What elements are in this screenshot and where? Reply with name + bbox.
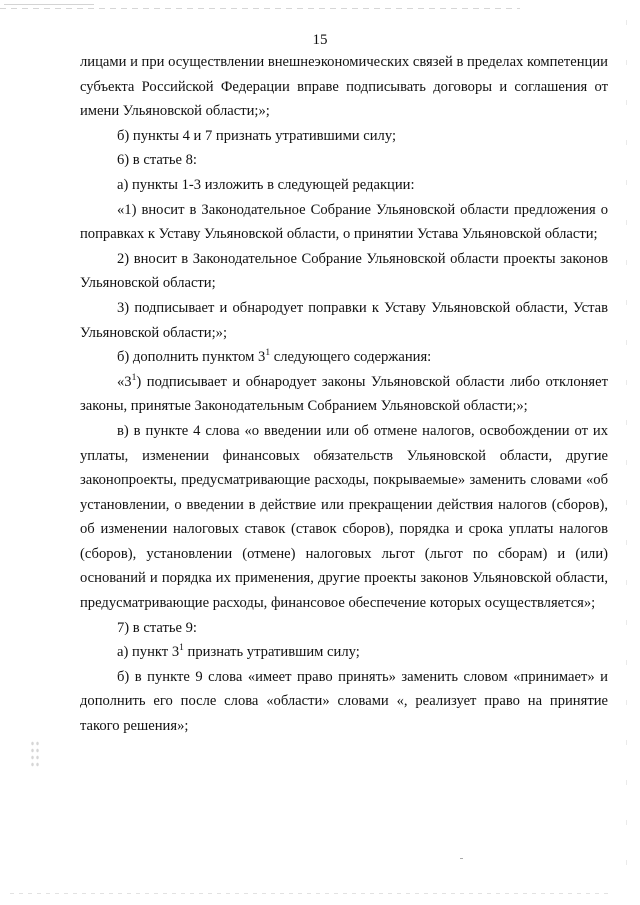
paragraph: 7) в статье 9:: [117, 619, 197, 636]
superscript: 1: [131, 372, 137, 383]
scan-artifact: [30, 740, 40, 768]
paragraph: лицами и при осуществлении внешнеэкономических связей в пределах компетенции субъекта Российской Федерации вправе подписывать договоры и соглашения от имени Ульяновской области;»;: [80, 54, 608, 120]
document-body: [80, 50, 608, 739]
paragraph: б) пункты 4 и 7 признать утратившими силу;: [117, 127, 396, 144]
paragraph-text: ) подписывает и обнародует законы Ульяновской области либо отклоняет законы, принятые Законодательным Собранием Ульяновской области;»;: [80, 373, 608, 415]
paragraph-text: а) пункт 3: [117, 644, 180, 661]
scan-artifact: [10, 893, 610, 894]
superscript: 1: [265, 348, 271, 359]
paragraph: «1) вносит в Законодательное Собрание Ульяновской области предложения о поправках к Уставу Ульяновской области, о принятии Устава Ульяновской области;: [80, 201, 608, 243]
paragraph-text: следующего содержания:: [270, 349, 432, 366]
paragraph-text: «3: [117, 373, 132, 390]
paragraph: [80, 370, 608, 419]
paragraph: 6) в статье 8:: [117, 152, 197, 169]
paragraph: 2) вносит в Законодательное Собрание Ульяновской области проекты законов Ульяновской области;: [80, 250, 608, 292]
scan-artifact: [460, 858, 463, 859]
paragraph: [80, 345, 608, 370]
superscript: 1: [179, 643, 184, 654]
page-number: 15: [312, 32, 328, 48]
paragraph-text: признать утратившим силу;: [183, 644, 360, 661]
paragraph: [80, 640, 608, 665]
scan-artifact: [4, 4, 94, 5]
scan-artifact: [0, 8, 520, 9]
scan-artifact: [626, 20, 627, 880]
paragraph: 3) подписывает и обнародует поправки к Уставу Ульяновской области, Устав Ульяновской области;»;: [80, 299, 608, 341]
paragraph: б) в пункте 9 слова «имеет право принять» заменить словом «принимает» и дополнить его после слова «области» словами «, реализует право на принятие такого решения»;: [80, 668, 608, 735]
paragraph: в) в пункте 4 слова «о введении или об отмене налогов, освобождении от их уплаты, изменении финансовых обязательств Ульяновской области, другие законопроекты, предусматривающие расходы, покрываемые» заменить словами «об установлении, о введении в действие или прекращении действия налогов (сборов), об изменении налоговых ставок (ставок сборов), порядка и срока уплаты налогов (сборов), установлении (отмене) налоговых льгот (льгот по сборам) и (или) оснований и порядка их применения, другие проекты законов Ульяновской области, предусматривающие расходы, финансовое обеспечение которых осуществляется»;: [80, 422, 608, 612]
paragraph: а) пункты 1-3 изложить в следующей редакции:: [117, 176, 415, 193]
paragraph-text: б) дополнить пунктом 3: [117, 349, 266, 366]
